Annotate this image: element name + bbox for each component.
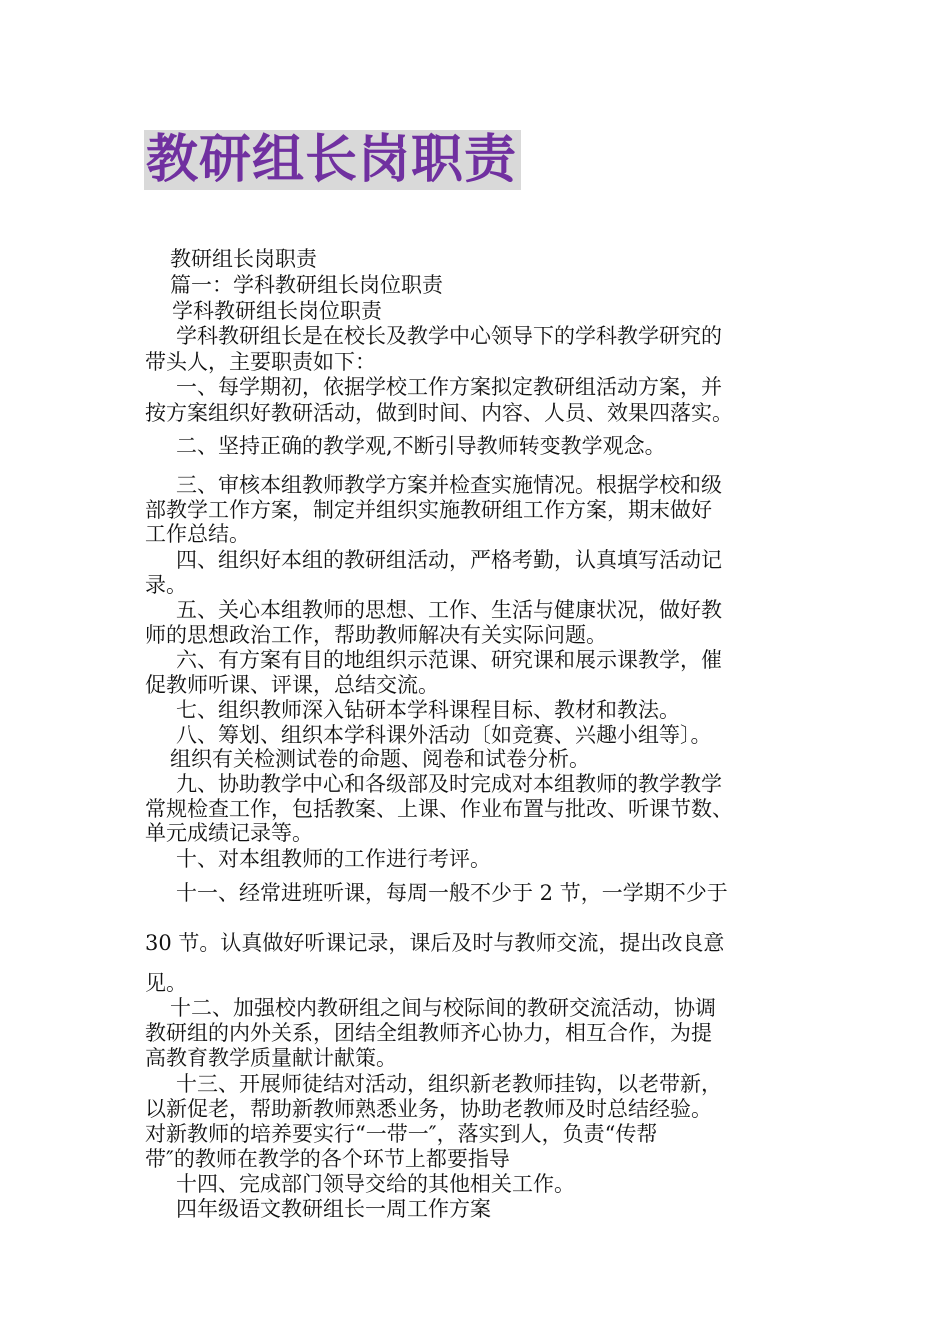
body-line: 十二、加强校内教研组之间与校际间的教研交流活动，协调 xyxy=(170,996,716,1020)
body-line: 高教育教学质量献计献策。 xyxy=(145,1046,397,1070)
body-line: 见。 xyxy=(145,971,187,995)
body-line: 五、关心本组教师的思想、工作、生活与健康状况，做好教 xyxy=(176,598,722,622)
body-line: 组织有关检测试卷的命题、阅卷和试卷分析。 xyxy=(170,747,590,771)
body-line: 七、组织教师深入钻研本学科课程目标、教材和教法。 xyxy=(176,698,680,722)
body-line: 九、协助教学中心和各级部及时完成对本组教师的教学教学 xyxy=(176,772,722,796)
body-line: 三、审核本组教师教学方案并检查实施情况。根据学校和级 xyxy=(176,473,722,497)
body-line: 常规检查工作，包括教案、上课、作业布置与批改、听课节数、 xyxy=(145,797,733,821)
body-line: 一、每学期初，依据学校工作方案拟定教研组活动方案，并 xyxy=(176,375,722,399)
document-title: 教研组长岗职责 xyxy=(144,130,521,190)
body-line: 工作总结。 xyxy=(145,522,250,546)
body-line: 按方案组织好教研活动，做到时间、内容、人员、效果四落实。 xyxy=(145,401,733,425)
body-line: 教研组的内外关系，团结全组教师齐心协力，相互合作，为提 xyxy=(145,1021,712,1045)
body-line: 二、坚持正确的教学观,不断引导教师转变教学观念。 xyxy=(176,434,666,458)
body-line: 教研组长岗职责 xyxy=(170,247,317,271)
body-line: 四、组织好本组的教研组活动，严格考勤，认真填写活动记 xyxy=(176,548,722,572)
body-line: 学科教研组长是在校长及教学中心领导下的学科教学研究的 xyxy=(176,324,722,348)
body-line: 十四、完成部门领导交给的其他相关工作。 xyxy=(176,1172,575,1196)
body-line: 部教学工作方案，制定并组织实施教研组工作方案，期末做好 xyxy=(145,498,712,522)
body-line: 学科教研组长岗位职责 xyxy=(172,299,382,323)
body-line: 促教师听课、评课，总结交流。 xyxy=(145,673,439,697)
body-line: 对新教师的培养要实行“一带一″，落实到人，负责“传帮 xyxy=(145,1122,658,1146)
body-line: 八、筹划、组织本学科课外活动〔如竞赛、兴趣小组等〕。 xyxy=(176,723,712,747)
body-line: 篇一：学科教研组长岗位职责 xyxy=(170,273,443,297)
body-line: 十三、开展师徒结对活动，组织新老教师挂钩，以老带新， xyxy=(176,1072,722,1096)
body-line: 以新促老，帮助新教师熟悉业务，协助老教师及时总结经验。 xyxy=(145,1097,712,1121)
body-line: 带″的教师在教学的各个环节上都要指导 xyxy=(145,1147,510,1171)
body-line: 单元成绩记录等。 xyxy=(145,821,313,845)
body-line: 十、对本组教师的工作进行考评。 xyxy=(176,847,491,871)
body-line: 十一、经常进班听课，每周一般不少于 2 节，一学期不少于 xyxy=(176,881,728,905)
body-line: 录。 xyxy=(145,573,187,597)
body-line: 带头人，主要职责如下： xyxy=(145,350,376,374)
body-line: 六、有方案有目的地组织示范课、研究课和展示课教学，催 xyxy=(176,648,722,672)
body-line: 四年级语文教研组长一周工作方案 xyxy=(176,1197,491,1221)
body-line: 师的思想政治工作，帮助教师解决有关实际问题。 xyxy=(145,623,607,647)
body-line: 30 节。认真做好听课记录，课后及时与教师交流，提出改良意 xyxy=(145,931,725,955)
